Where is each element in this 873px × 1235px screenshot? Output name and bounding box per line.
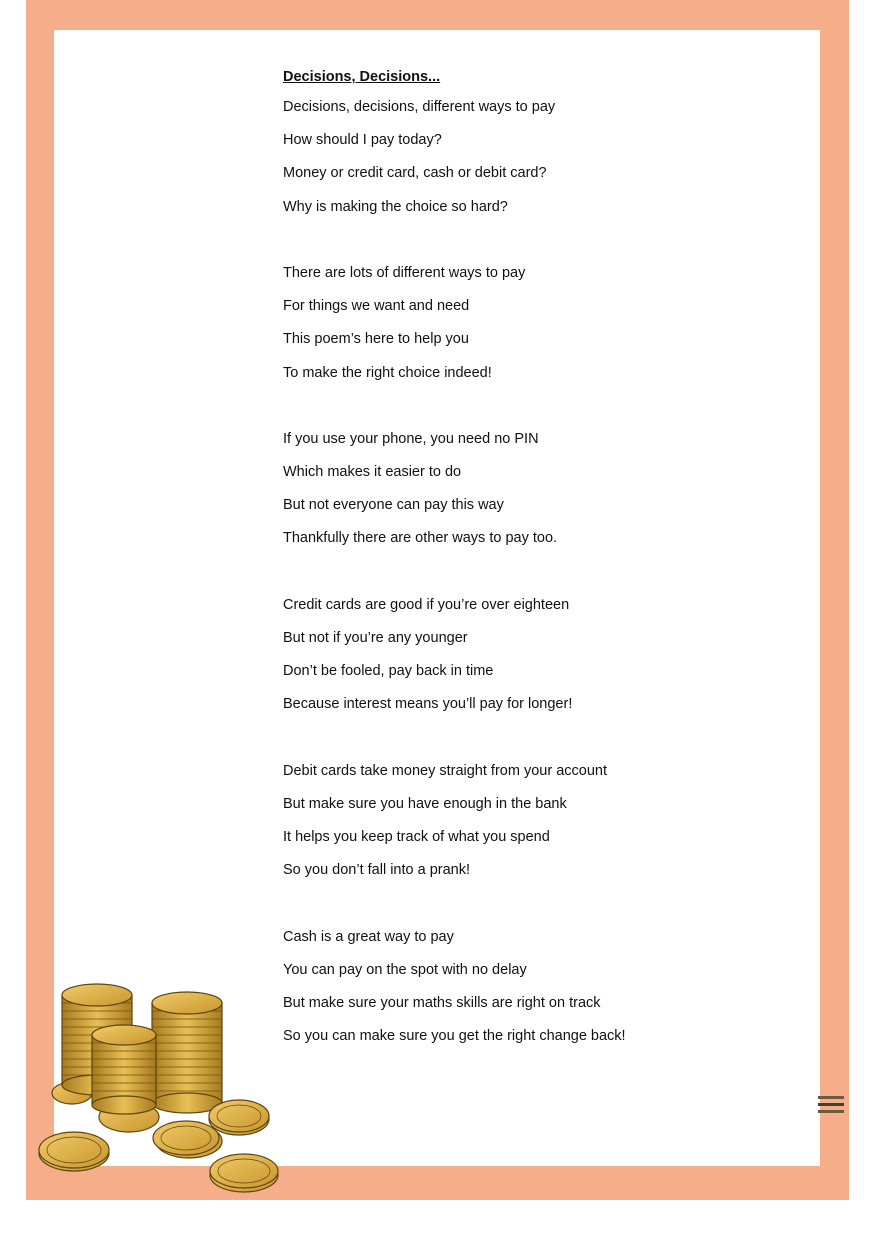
stanza-gap [283, 561, 803, 594]
poem-line: So you don’t fall into a prank! [283, 862, 471, 879]
poem-line: Debit cards take money straight from your account [283, 762, 607, 779]
poem-line: Why is making the choice so hard? [283, 198, 508, 215]
stanza-4 [283, 594, 803, 727]
poem-line: Credit cards are good if you’re over eighteen [283, 596, 570, 613]
poem-line: Which makes it easier to do [283, 464, 462, 481]
stanza-6 [283, 926, 803, 1059]
poem-line: You can pay on the spot with no delay [283, 961, 527, 978]
poem-line: But not everyone can pay this way [283, 497, 504, 514]
poem-line: But not if you’re any younger [283, 630, 468, 646]
poem [283, 66, 803, 1058]
poem-line: There are lots of different ways to pay [283, 264, 526, 281]
poem-line: Money or credit card, cash or debit card? [283, 165, 547, 182]
poem-line: Cash is a great way to pay [283, 928, 454, 945]
poem-line: But make sure your maths skills are right on track [283, 995, 601, 1012]
poem-line: If you use your phone, you need no PIN [283, 430, 539, 447]
poem-line: But make sure you have enough in the bank [283, 795, 567, 812]
poem-line: Decisions, decisions, different ways to pay [283, 99, 556, 115]
poem-line: So you can make sure you get the right change back! [283, 1028, 626, 1045]
stanza-gap [283, 229, 803, 262]
poem-line: How should I pay today? [283, 132, 442, 149]
poem-line: To make the right choice indeed! [283, 364, 492, 381]
poem-line: This poem’s here to help you [283, 331, 469, 348]
poem-line: Thankfully there are other ways to pay too. [283, 530, 558, 547]
coin-stack-icon [34, 975, 284, 1195]
stanza-3 [283, 428, 803, 561]
stanza-gap [283, 395, 803, 428]
stanza-gap [283, 893, 803, 926]
poem-line: Don’t be fooled, pay back in time [283, 663, 494, 680]
poem-line: Because interest means you’ll pay for longer! [283, 696, 573, 713]
stanza-gap [283, 727, 803, 760]
poem-line: It helps you keep track of what you spend [283, 829, 550, 846]
stanza-2 [283, 262, 803, 395]
stanza-5 [283, 760, 803, 893]
scan-mark [818, 1092, 844, 1118]
poem-line: For things we want and need [283, 298, 470, 315]
stanza-1 [283, 96, 803, 229]
poem-title: Decisions, Decisions... [283, 69, 441, 85]
